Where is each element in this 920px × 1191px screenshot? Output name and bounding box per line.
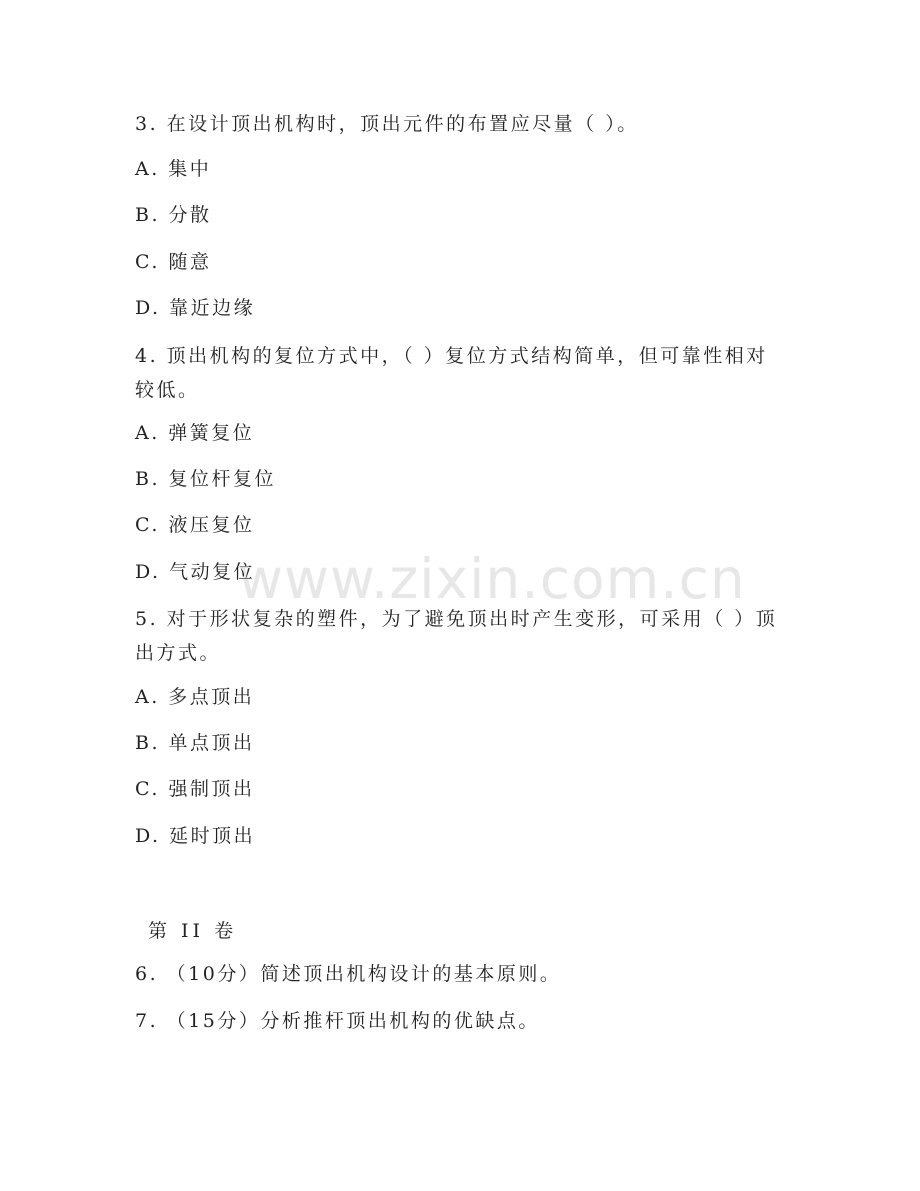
question-5-option-c: C. 强制顶出 xyxy=(135,778,255,800)
question-4-option-c: C. 液压复位 xyxy=(135,514,255,536)
question-5-option-a: A. 多点顶出 xyxy=(135,686,255,708)
essay-question-6: 6. （10分）简述顶出机构设计的基本原则。 xyxy=(135,963,562,985)
question-4-option-a: A. 弹簧复位 xyxy=(135,422,255,444)
question-4-option-b: B. 复位杆复位 xyxy=(135,468,277,490)
question-4-option-d: D. 气动复位 xyxy=(135,561,256,583)
watermark: www.zixin.com.cn xyxy=(238,547,746,611)
essay-question-7: 7. （15分）分析推杆顶出机构的优缺点。 xyxy=(135,1010,540,1032)
question-5-stem: 5. 对于形状复杂的塑件，为了避免顶出时产生变形，可采用（ ）顶出方式。 xyxy=(135,608,778,664)
question-3-stem: 3. 在设计顶出机构时，顶出元件的布置应尽量（ ）。 xyxy=(135,113,639,135)
question-5-option-d: D. 延时顶出 xyxy=(135,825,256,847)
question-3-option-d: D. 靠近边缘 xyxy=(135,297,256,319)
question-3-option-c: C. 随意 xyxy=(135,251,212,273)
question-4-stem: 4. 顶出机构的复位方式中，（ ）复位方式结构简单，但可靠性相对较低。 xyxy=(135,345,768,401)
question-3-option-a: A. 集中 xyxy=(135,158,212,180)
section-title: 第 II 卷 xyxy=(148,920,238,942)
question-5-option-b: B. 单点顶出 xyxy=(135,732,255,754)
question-3-option-b: B. 分散 xyxy=(135,204,212,226)
